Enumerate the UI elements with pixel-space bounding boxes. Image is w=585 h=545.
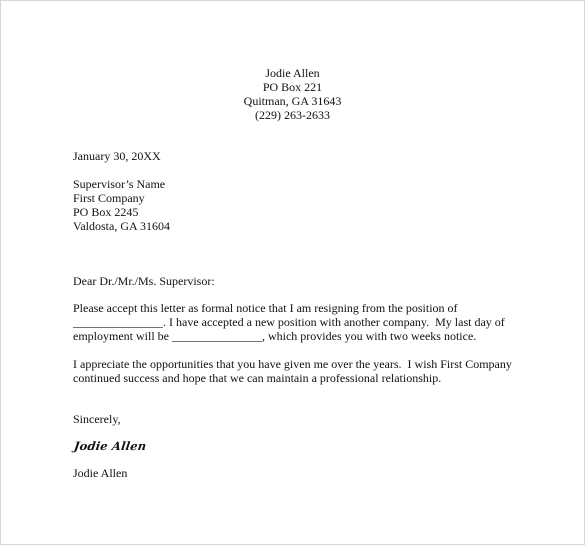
salutation: Dear Dr./Mr./Ms. Supervisor:: [73, 274, 215, 288]
body-paragraph-1-line-1: Please accept this letter as formal notice that I am resigning from the position of: [73, 301, 458, 315]
sender-city-state-zip: Quitman, GA 31643: [243, 94, 342, 108]
body-paragraph-1-line-2: _______________. I have accepted a new position with another company. My last day of: [73, 315, 505, 329]
recipient-company: First Company: [73, 191, 145, 205]
sender-phone: (229) 263-2633: [255, 108, 330, 122]
body-paragraph-1-line-3: employment will be _______________, which provides you with two weeks notice.: [73, 329, 477, 343]
body-paragraph-2-line-1: I appreciate the opportunities that you have given me over the years. I wish First Company: [73, 357, 512, 371]
body-paragraph-2-line-2: continued success and hope that we can maintain a professional relationship.: [73, 371, 442, 385]
recipient-title: Supervisor’s Name: [73, 177, 166, 191]
closing: Sincerely,: [73, 412, 121, 426]
sender-address: PO Box 221: [262, 80, 323, 94]
letter-date: January 30, 20XX: [73, 149, 161, 163]
recipient-city-state-zip: Valdosta, GA 31604: [73, 219, 170, 233]
signature: Jodie Allen: [73, 439, 148, 453]
printed-name: Jodie Allen: [73, 466, 128, 480]
recipient-address: PO Box 2245: [73, 205, 139, 219]
sender-name: Jodie Allen: [265, 66, 320, 80]
